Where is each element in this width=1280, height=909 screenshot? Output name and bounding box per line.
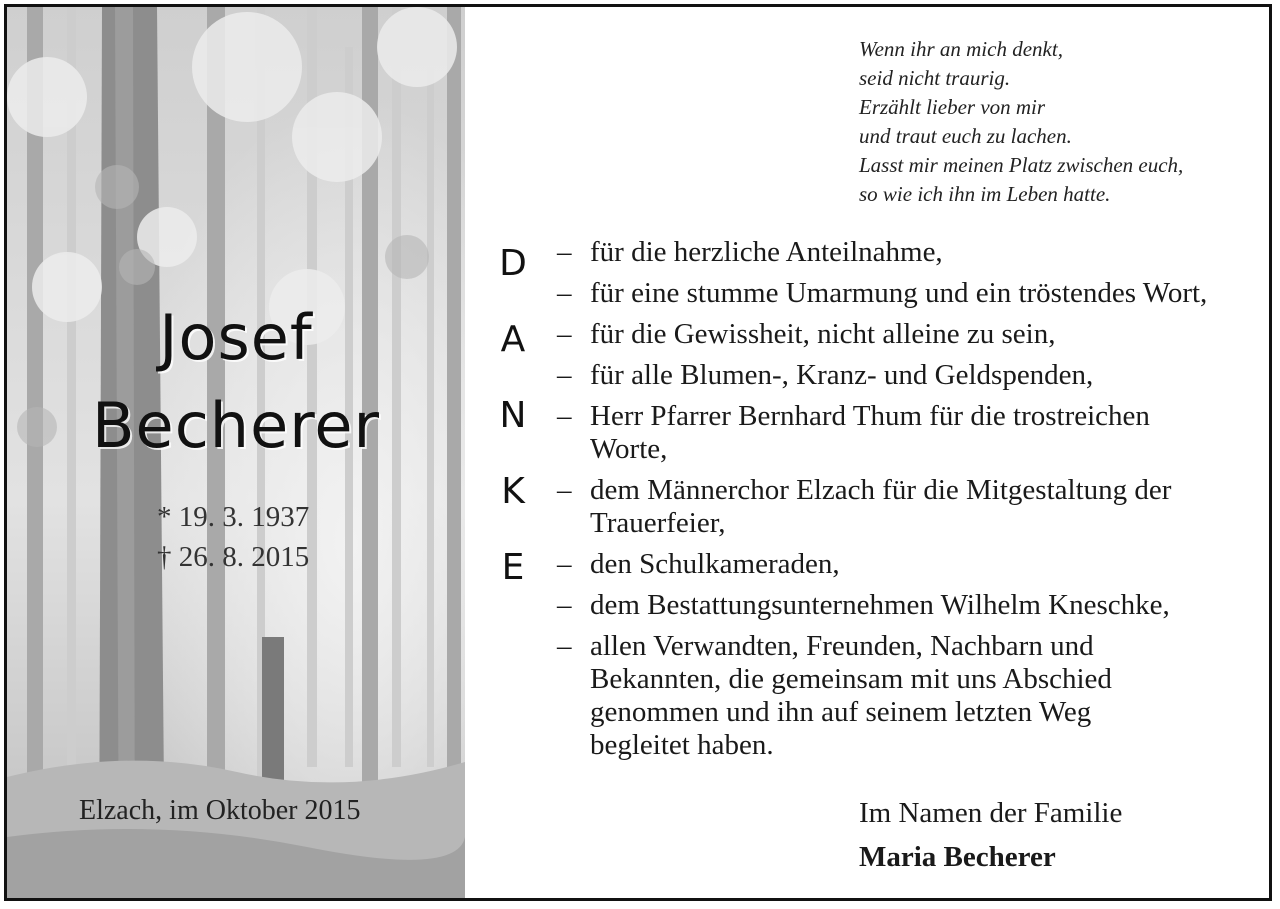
danke-vertical <box>491 243 535 623</box>
obituary-frame <box>4 4 1272 901</box>
thanks-text: Herr Pfarrer Bernhard Thum für die trostreichen Worte, <box>590 400 1150 465</box>
forest-photo-panel <box>7 7 465 898</box>
signature-name: Maria Becherer <box>859 841 1056 873</box>
dash-bullet: – <box>557 318 572 350</box>
death-date: † 26. 8. 2015 <box>157 541 310 573</box>
poem <box>859 35 1183 209</box>
thanks-list <box>557 236 1257 770</box>
signature-intro: Im Namen der Familie <box>859 797 1123 829</box>
poem-line: und traut euch zu lachen. <box>859 124 1072 148</box>
danke-letter: N <box>499 395 527 436</box>
dash-bullet: – <box>557 548 572 580</box>
thanks-item <box>557 400 1230 466</box>
thanks-text: dem Bestattungsunternehmen Wilhelm Kneschke, <box>590 589 1170 621</box>
place-date: Elzach, im Oktober 2015 <box>79 795 361 826</box>
last-name: Becherer <box>92 389 380 462</box>
poem-line: seid nicht traurig. <box>859 66 1011 90</box>
danke-letter: A <box>500 319 526 360</box>
first-name: Josef <box>159 301 313 374</box>
dash-bullet: – <box>557 277 572 309</box>
poem-line: so wie ich ihn im Leben hatte. <box>859 182 1111 206</box>
poem-line: Erzählt lieber von mir <box>859 95 1046 119</box>
poem-line: Wenn ihr an mich denkt, <box>859 37 1063 61</box>
dash-bullet: – <box>557 630 572 662</box>
birth-date: * 19. 3. 1937 <box>157 501 310 533</box>
thanks-item <box>557 589 1257 622</box>
thanks-text: für die herzliche Anteilnahme, <box>590 236 943 268</box>
thanks-text: allen Verwandten, Freunden, Nachbarn und Bekannten, die gemeinsam mit uns Abschied genommen und ihn auf seinem letzten Weg begleitet haben. <box>590 630 1112 761</box>
thanks-item <box>557 236 1257 269</box>
thanks-item <box>557 359 1257 392</box>
thanks-text: für eine stumme Umarmung und ein tröstendes Wort, <box>590 277 1208 309</box>
life-dates <box>157 497 309 577</box>
thanks-text: für alle Blumen-, Kranz- und Geldspenden, <box>590 359 1094 391</box>
thanks-text: den Schulkameraden, <box>590 548 840 580</box>
thanks-item <box>557 630 1190 762</box>
dash-bullet: – <box>557 359 572 391</box>
dash-bullet: – <box>557 589 572 621</box>
dash-bullet: – <box>557 400 572 432</box>
danke-letter: D <box>499 243 527 284</box>
danke-letter: K <box>501 471 525 512</box>
dash-bullet: – <box>557 474 572 506</box>
thanks-text: dem Männerchor Elzach für die Mitgestaltung der Trauerfeier, <box>590 474 1172 539</box>
thanks-text: für die Gewissheit, nicht alleine zu sein, <box>590 318 1056 350</box>
thanks-item <box>557 318 1257 351</box>
poem-line: Lasst mir meinen Platz zwischen euch, <box>859 153 1184 177</box>
danke-letter: E <box>501 547 525 588</box>
thanks-item <box>557 548 1257 581</box>
thanks-item <box>557 277 1257 310</box>
thanks-item <box>557 474 1270 540</box>
dash-bullet: – <box>557 236 572 268</box>
